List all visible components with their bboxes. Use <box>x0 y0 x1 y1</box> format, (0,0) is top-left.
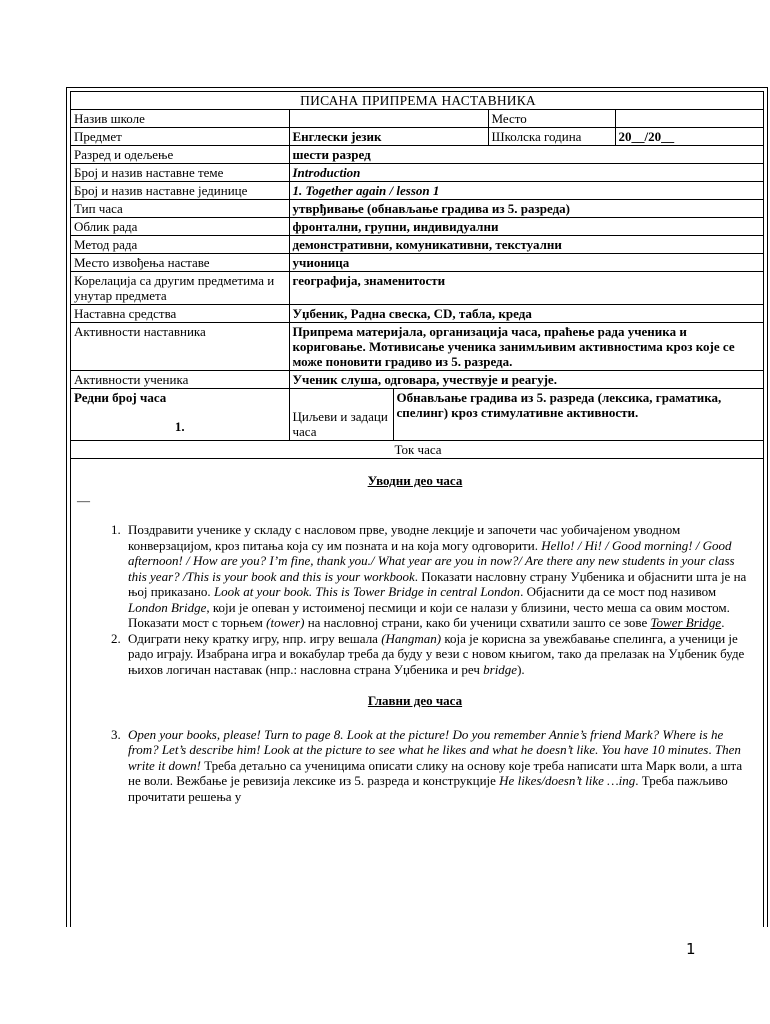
main-section-heading: Главни део часа <box>367 693 463 708</box>
teacher-activities-value: Припрема материјала, организација часа, праћење рада ученика и кориговање. Мотивисање ученика занимљивим активностима кроз које се може поновити градиво из 5. разреда. <box>289 323 764 371</box>
teaching-aids-label: Наставна средства <box>71 305 289 323</box>
lesson-number-cell <box>71 389 289 441</box>
work-form-label: Облик рада <box>71 218 289 236</box>
teaching-aids-value: Уџбеник, Радна свеска, CD, табла, креда <box>289 305 764 323</box>
main-activity-list <box>77 727 753 805</box>
goals-label: Циљеви и задаци часа <box>289 389 393 441</box>
teacher-activities-label: Активности наставника <box>71 323 289 371</box>
location-label: Место извођења наставе <box>71 254 289 272</box>
topic-label: Број и назив наставне теме <box>71 164 289 182</box>
lesson-number-value: 1. <box>174 419 185 434</box>
school-year-label: Школска година <box>488 128 615 146</box>
grade-value: шести разред <box>289 146 764 164</box>
correlation-value: географија, знаменитости <box>289 272 764 305</box>
separator-dash: — <box>77 492 90 508</box>
subject-value: Енглески језик <box>289 128 488 146</box>
lesson-flow-label: Ток часа <box>71 441 764 459</box>
lesson-number-label: Редни број часа <box>74 390 167 405</box>
grade-label: Разред и одељење <box>71 146 289 164</box>
student-activities-value: Ученик слуша, одговара, учествује и реагује. <box>289 371 764 389</box>
topic-value: Introduction <box>289 164 764 182</box>
student-activities-label: Активности ученика <box>71 371 289 389</box>
school-name-label: Назив школе <box>71 110 289 128</box>
list-item: 1. Поздравити ученике у складу с насловом прве, уводне лекције и започети час уобичајеном уводном конверзацијом, кроз питања која су им позната и на која могу одговорити. Hello! / Hi! / Good morning! / Good afternoon! / How are you? I’m fine, thank you./ What year are you in now?/ Are there any new students in your class this year? /This is your book and this is your workbook. Показати насловну страну Уџбеника и објаснити шта је на њој приказано. Look at your book. This is Tower Bridge in central London. Објаснити да се мост под називом London Bridge, који је опеван у истоименој песмици и који се налази у близини, често меша са овим мостом. Показати мост с торњем (tower) на насловној страни, како би ученици схватили зашто се зове Tower Bridge. <box>124 522 753 631</box>
school-year-value: 20__/20__ <box>615 128 764 146</box>
subject-label: Предмет <box>71 128 289 146</box>
page-number: 1 <box>686 940 696 958</box>
intro-section-heading: Уводни део часа <box>367 473 463 488</box>
document-title: ПИСАНА ПРИПРЕМА НАСТАВНИКА <box>71 92 764 110</box>
goals-value: Обнављање градива из 5. разреда (лексика, граматика, спелинг) кроз стимулативне активности. <box>393 389 764 441</box>
lesson-plan-frame <box>70 91 764 927</box>
list-item: 3. Open your books, please! Turn to page 8. Look at the picture! Do you remember Annie’s friend Mark? Where is he from? Let’s describe him! Look at the picture to see what he likes and what he doesn’t like. You have 10 minutes. Then write it down! Треба детаљно са ученицима описати слику на основу које треба написати шта Марк воли, а шта не воли. Вежбање је ревизија лексике из 5. разреда и конструкције He likes/doesn’t like …ing. Треба пажљиво прочитати решења у <box>124 727 753 805</box>
unit-value: 1. Together again / lesson 1 <box>289 182 764 200</box>
list-item: 2. Одиграти неку кратку игру, нпр. игру вешала (Hangman) која је корисна за увежбавање спелинга, а ученици је радо играју. Изабрана игра и вокабулар треба да буду у вези с новом књигом, тако да прелазак на Уџбеник буде њихов логичан наставак (нпр.: насловна страна Уџбеника и реч bridge). <box>124 631 753 678</box>
unit-label: Број и назив наставне јединице <box>71 182 289 200</box>
place-label: Место <box>488 110 615 128</box>
place-value <box>615 110 764 128</box>
method-label: Метод рада <box>71 236 289 254</box>
lesson-type-label: Тип часа <box>71 200 289 218</box>
school-name-value <box>289 110 488 128</box>
location-value: учионица <box>289 254 764 272</box>
intro-activity-list <box>77 522 753 677</box>
lesson-flow-body <box>71 459 763 804</box>
work-form-value: фронтални, групни, индивидуални <box>289 218 764 236</box>
lesson-plan-sheet <box>66 87 768 927</box>
lesson-type-value: утврђивање (обнављање градива из 5. разреда) <box>289 200 764 218</box>
method-value: демонстративни, комуникативни, текстуални <box>289 236 764 254</box>
correlation-label: Корелација са другим предметима и унутар предмета <box>71 272 289 305</box>
lesson-plan-table <box>71 92 764 459</box>
